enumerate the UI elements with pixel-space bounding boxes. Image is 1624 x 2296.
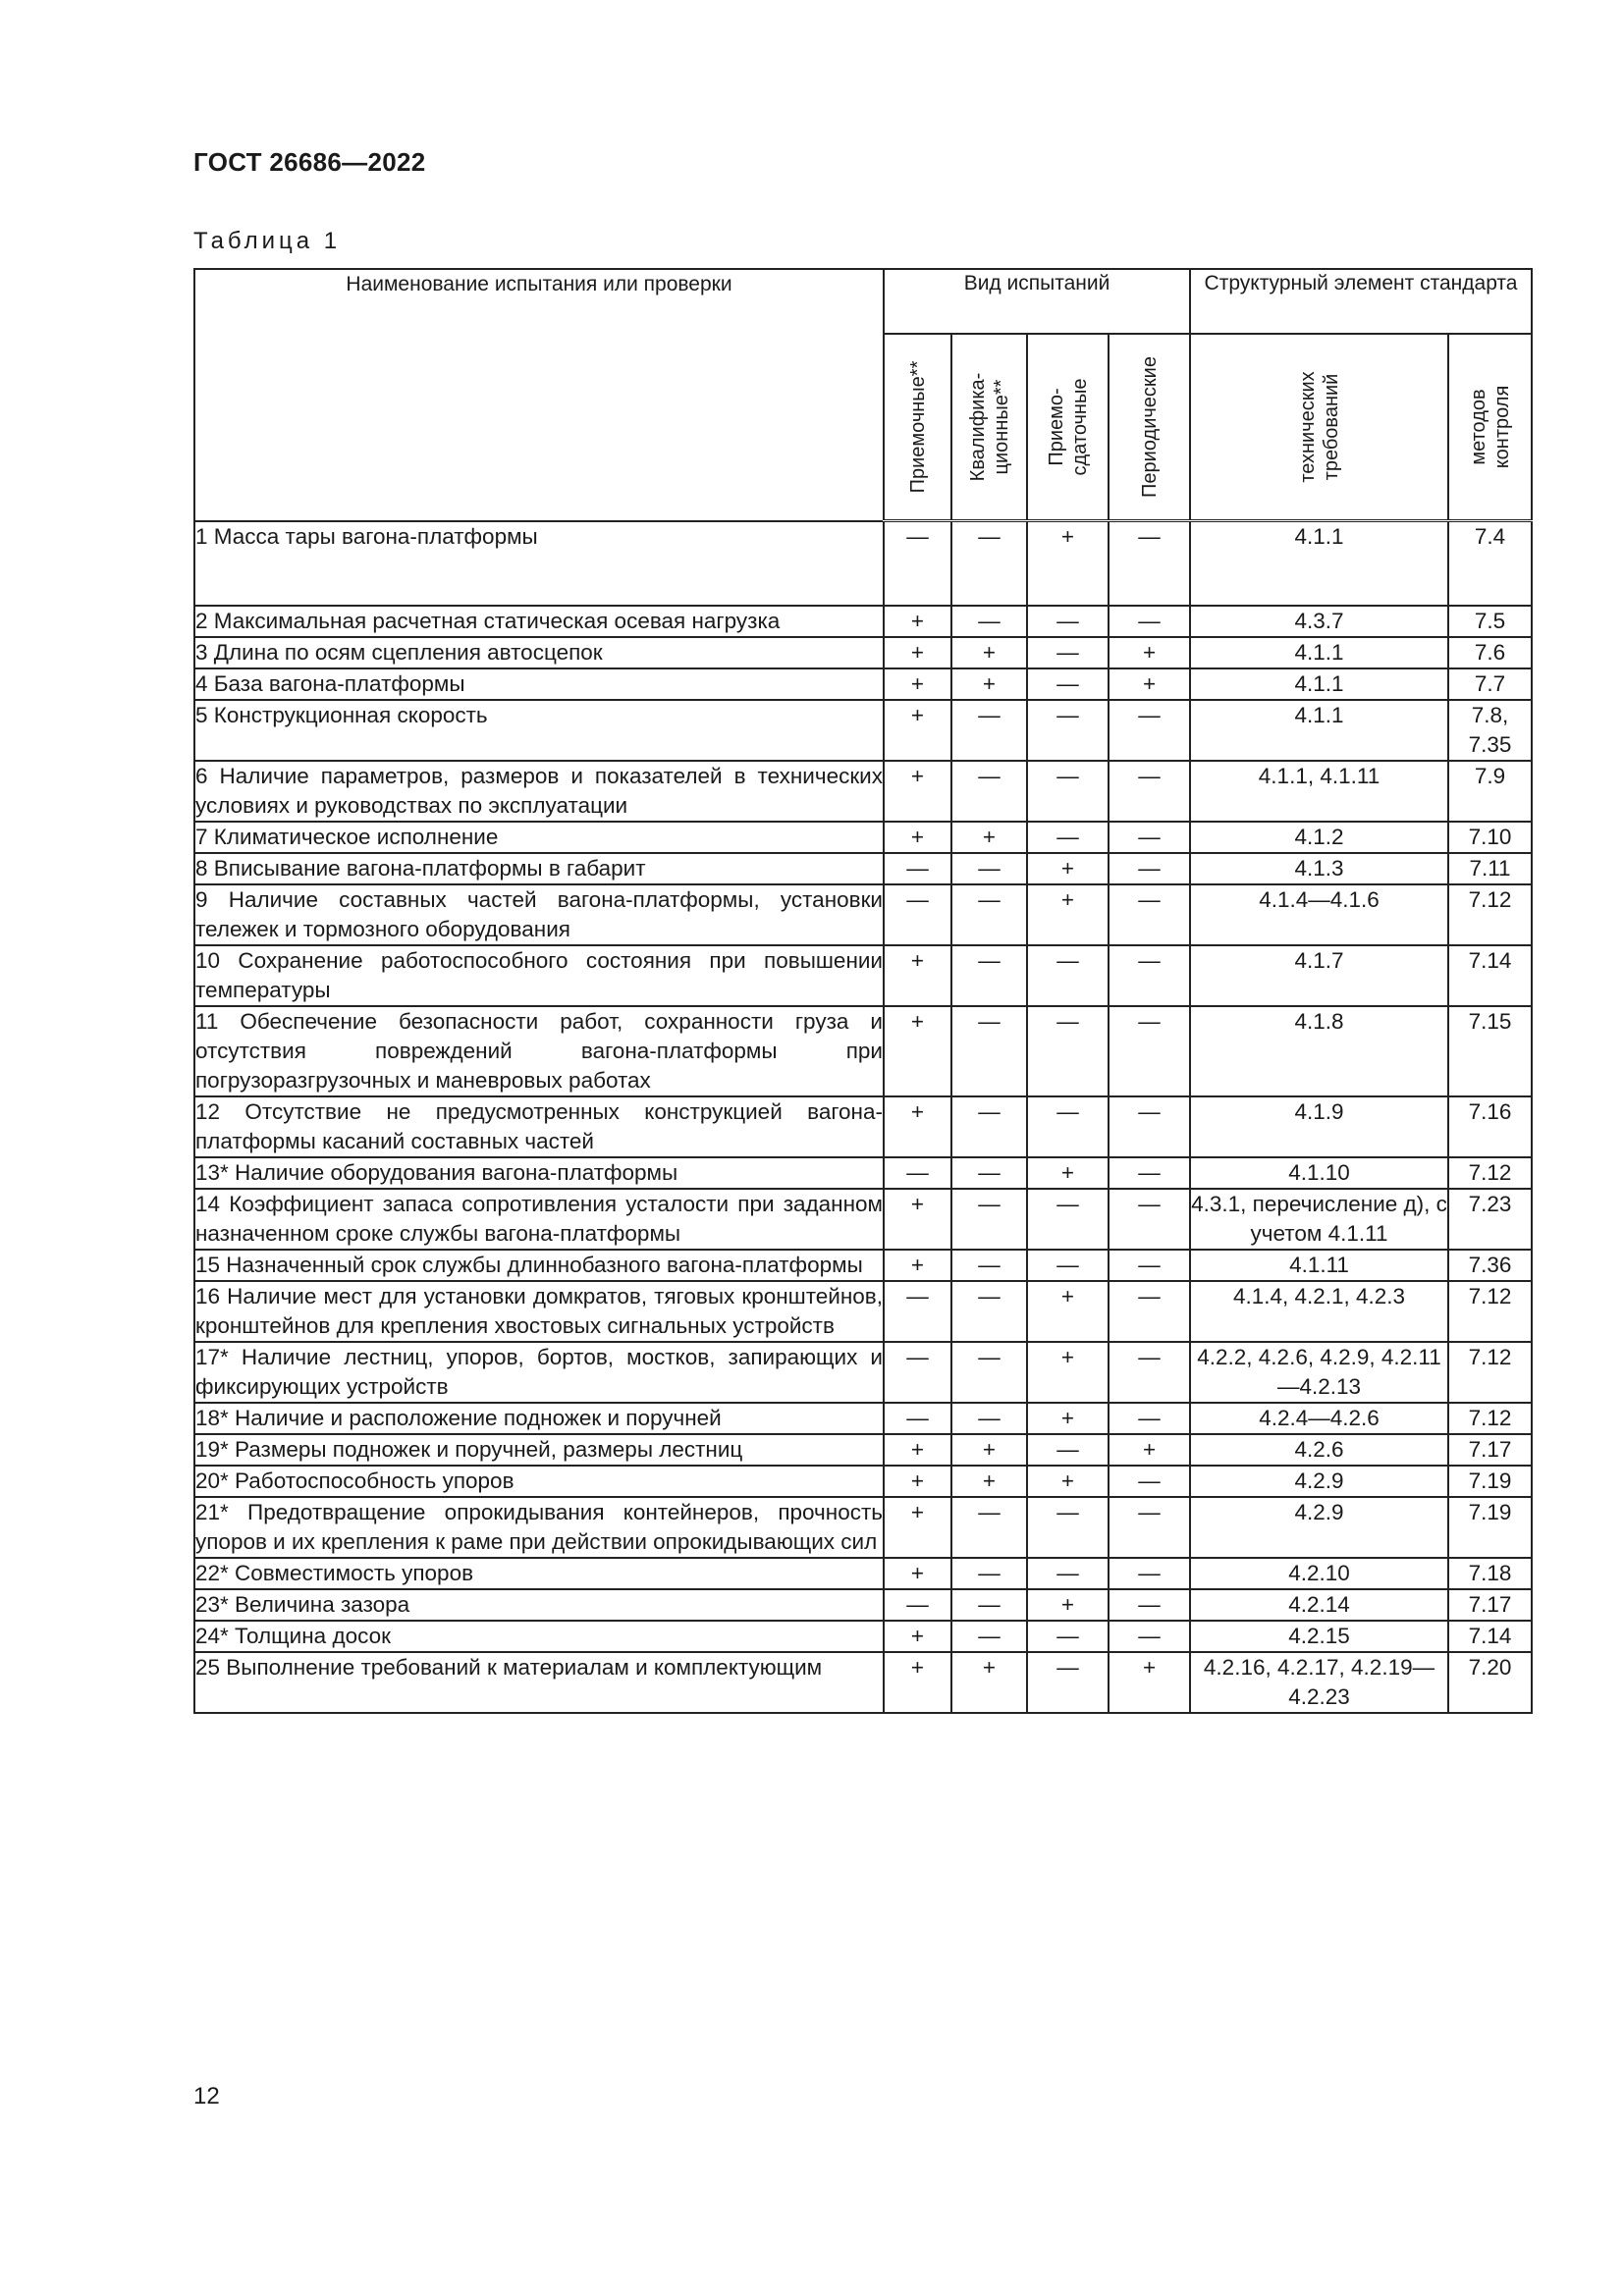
header-qualification: Квалифика- ционные** xyxy=(951,334,1027,521)
periodic-mark: — xyxy=(1109,1589,1190,1621)
table-row xyxy=(194,1096,1532,1157)
periodic-mark: — xyxy=(1109,1342,1190,1403)
requirement-ref: 4.1.4—4.1.6 xyxy=(1190,884,1448,945)
acceptance-mark: + xyxy=(884,637,951,668)
periodic-mark: — xyxy=(1109,1281,1190,1342)
qualification-mark: — xyxy=(951,1403,1027,1434)
table-row xyxy=(194,1403,1532,1434)
requirement-ref: 4.1.1 xyxy=(1190,637,1448,668)
delivery-mark: + xyxy=(1027,884,1109,945)
requirement-ref: 4.1.1, 4.1.11 xyxy=(1190,761,1448,822)
qualification-mark: + xyxy=(951,1434,1027,1466)
qualification-mark: — xyxy=(951,700,1027,761)
periodic-mark: — xyxy=(1109,853,1190,884)
qualification-mark: — xyxy=(951,853,1027,884)
requirement-ref: 4.1.4, 4.2.1, 4.2.3 xyxy=(1190,1281,1448,1342)
periodic-mark: — xyxy=(1109,822,1190,853)
qualification-mark: — xyxy=(951,1157,1027,1189)
test-name: 25 Выполнение требований к материалам и комплектующим xyxy=(194,1652,884,1713)
method-ref: 7.19 xyxy=(1448,1466,1532,1497)
method-ref: 7.4 xyxy=(1448,521,1532,607)
periodic-mark: — xyxy=(1109,1006,1190,1096)
requirement-ref: 4.2.10 xyxy=(1190,1558,1448,1589)
requirement-ref: 4.1.3 xyxy=(1190,853,1448,884)
qualification-mark: — xyxy=(951,521,1027,607)
delivery-mark: + xyxy=(1027,1403,1109,1434)
periodic-mark: — xyxy=(1109,761,1190,822)
requirement-ref: 4.2.15 xyxy=(1190,1621,1448,1652)
method-ref: 7.12 xyxy=(1448,1342,1532,1403)
qualification-mark: — xyxy=(951,884,1027,945)
periodic-mark: + xyxy=(1109,1434,1190,1466)
method-ref: 7.19 xyxy=(1448,1497,1532,1558)
delivery-mark: — xyxy=(1027,700,1109,761)
method-ref: 7.12 xyxy=(1448,1403,1532,1434)
delivery-mark: — xyxy=(1027,606,1109,637)
requirement-ref: 4.2.6 xyxy=(1190,1434,1448,1466)
test-name: 19* Размеры подножек и поручней, размеры лестниц xyxy=(194,1434,884,1466)
periodic-mark: — xyxy=(1109,1558,1190,1589)
acceptance-mark: + xyxy=(884,1096,951,1157)
test-name: 6 Наличие параметров, размеров и показателей в технических условиях и руководствах по эксплуатации xyxy=(194,761,884,822)
test-name: 2 Максимальная расчетная статическая осевая нагрузка xyxy=(194,606,884,637)
acceptance-mark: + xyxy=(884,822,951,853)
periodic-mark: — xyxy=(1109,1157,1190,1189)
qualification-mark: + xyxy=(951,1652,1027,1713)
table-row xyxy=(194,1189,1532,1250)
table-row xyxy=(194,1342,1532,1403)
test-name: 14 Коэффициент запаса сопротивления усталости при заданном назначенном сроке службы вагона-платформы xyxy=(194,1189,884,1250)
method-ref: 7.16 xyxy=(1448,1096,1532,1157)
table-row xyxy=(194,1497,1532,1558)
table-row xyxy=(194,1434,1532,1466)
requirement-ref: 4.2.9 xyxy=(1190,1466,1448,1497)
qualification-mark: — xyxy=(951,606,1027,637)
header-technical-requirements: технических требований xyxy=(1190,334,1448,521)
test-name: 20* Работоспособность упоров xyxy=(194,1466,884,1497)
header-periodic: Периодические xyxy=(1109,334,1190,521)
acceptance-mark: — xyxy=(884,1157,951,1189)
acceptance-mark: — xyxy=(884,1589,951,1621)
qualification-mark: — xyxy=(951,1342,1027,1403)
periodic-mark: — xyxy=(1109,1189,1190,1250)
requirement-ref: 4.1.1 xyxy=(1190,668,1448,700)
method-ref: 7.6 xyxy=(1448,637,1532,668)
test-name: 22* Совместимость упоров xyxy=(194,1558,884,1589)
test-name: 10 Сохранение работоспособного состояния при повышении температуры xyxy=(194,945,884,1006)
test-name: 13* Наличие оборудования вагона-платформы xyxy=(194,1157,884,1189)
acceptance-mark: — xyxy=(884,1281,951,1342)
header-control-methods: методов контроля xyxy=(1448,334,1532,521)
test-name: 3 Длина по осям сцепления автосцепок xyxy=(194,637,884,668)
table-row xyxy=(194,1621,1532,1652)
table-row xyxy=(194,700,1532,761)
table-row xyxy=(194,1250,1532,1281)
delivery-mark: — xyxy=(1027,945,1109,1006)
test-name: 21* Предотвращение опрокидывания контейнеров, прочность упоров и их крепления к раме при действии опрокидывающих сил xyxy=(194,1497,884,1558)
method-ref: 7.7 xyxy=(1448,668,1532,700)
acceptance-mark: + xyxy=(884,700,951,761)
requirement-ref: 4.1.1 xyxy=(1190,700,1448,761)
table-body xyxy=(194,521,1532,1714)
test-name: 18* Наличие и расположение подножек и поручней xyxy=(194,1403,884,1434)
acceptance-mark: + xyxy=(884,1189,951,1250)
qualification-mark: + xyxy=(951,822,1027,853)
method-ref: 7.17 xyxy=(1448,1434,1532,1466)
table-row xyxy=(194,853,1532,884)
method-ref: 7.17 xyxy=(1448,1589,1532,1621)
acceptance-mark: — xyxy=(884,1342,951,1403)
requirement-ref: 4.2.14 xyxy=(1190,1589,1448,1621)
delivery-mark: + xyxy=(1027,853,1109,884)
periodic-mark: — xyxy=(1109,884,1190,945)
table-row xyxy=(194,1281,1532,1342)
test-name: 15 Назначенный срок службы длиннобазного вагона-платформы xyxy=(194,1250,884,1281)
qualification-mark: — xyxy=(951,761,1027,822)
acceptance-mark: + xyxy=(884,606,951,637)
acceptance-mark: + xyxy=(884,1621,951,1652)
delivery-mark: — xyxy=(1027,637,1109,668)
method-ref: 7.14 xyxy=(1448,1621,1532,1652)
periodic-mark: — xyxy=(1109,1096,1190,1157)
test-name: 12 Отсутствие не предусмотренных конструкцией вагона-платформы касаний составных частей xyxy=(194,1096,884,1157)
table-row xyxy=(194,1558,1532,1589)
periodic-mark: — xyxy=(1109,1621,1190,1652)
acceptance-mark: — xyxy=(884,884,951,945)
header-test-name: Наименование испытания или проверки xyxy=(194,269,884,521)
acceptance-mark: + xyxy=(884,1006,951,1096)
test-name: 5 Конструкционная скорость xyxy=(194,700,884,761)
header-test-types: Вид испытаний xyxy=(884,269,1190,334)
qualification-mark: — xyxy=(951,1006,1027,1096)
acceptance-mark: — xyxy=(884,1403,951,1434)
method-ref: 7.20 xyxy=(1448,1652,1532,1713)
method-ref: 7.12 xyxy=(1448,1157,1532,1189)
delivery-mark: + xyxy=(1027,521,1109,607)
table-row xyxy=(194,1157,1532,1189)
periodic-mark: + xyxy=(1109,637,1190,668)
method-ref: 7.12 xyxy=(1448,884,1532,945)
document-code: ГОСТ 26686—2022 xyxy=(193,147,426,177)
delivery-mark: + xyxy=(1027,1281,1109,1342)
qualification-mark: — xyxy=(951,1189,1027,1250)
periodic-mark: — xyxy=(1109,1250,1190,1281)
qualification-mark: — xyxy=(951,1096,1027,1157)
method-ref: 7.9 xyxy=(1448,761,1532,822)
method-ref: 7.8, 7.35 xyxy=(1448,700,1532,761)
method-ref: 7.12 xyxy=(1448,1281,1532,1342)
delivery-mark: — xyxy=(1027,1096,1109,1157)
requirement-ref: 4.2.16, 4.2.17, 4.2.19—4.2.23 xyxy=(1190,1652,1448,1713)
header-delivery-acceptance: Приемо- сдаточные xyxy=(1027,334,1109,521)
periodic-mark: — xyxy=(1109,1497,1190,1558)
method-ref: 7.10 xyxy=(1448,822,1532,853)
delivery-mark: — xyxy=(1027,1497,1109,1558)
test-name: 16 Наличие мест для установки домкратов, тяговых кронштейнов, кронштейнов для крепления хвостовых сигнальных устройств xyxy=(194,1281,884,1342)
acceptance-mark: + xyxy=(884,1558,951,1589)
delivery-mark: — xyxy=(1027,1621,1109,1652)
periodic-mark: — xyxy=(1109,700,1190,761)
tests-table xyxy=(193,268,1533,1714)
periodic-mark: — xyxy=(1109,521,1190,607)
acceptance-mark: + xyxy=(884,1466,951,1497)
acceptance-mark: + xyxy=(884,945,951,1006)
qualification-mark: — xyxy=(951,1558,1027,1589)
requirement-ref: 4.1.7 xyxy=(1190,945,1448,1006)
acceptance-mark: + xyxy=(884,1652,951,1713)
table-row xyxy=(194,606,1532,637)
delivery-mark: + xyxy=(1027,1157,1109,1189)
periodic-mark: + xyxy=(1109,668,1190,700)
acceptance-mark: + xyxy=(884,1497,951,1558)
page-number: 12 xyxy=(193,2083,220,2109)
delivery-mark: + xyxy=(1027,1342,1109,1403)
delivery-mark: — xyxy=(1027,1558,1109,1589)
requirement-ref: 4.1.8 xyxy=(1190,1006,1448,1096)
requirement-ref: 4.1.9 xyxy=(1190,1096,1448,1157)
qualification-mark: — xyxy=(951,1621,1027,1652)
table-row xyxy=(194,521,1532,607)
header-acceptance: Приемочные** xyxy=(884,334,951,521)
delivery-mark: — xyxy=(1027,668,1109,700)
requirement-ref: 4.2.9 xyxy=(1190,1497,1448,1558)
delivery-mark: + xyxy=(1027,1589,1109,1621)
qualification-mark: — xyxy=(951,945,1027,1006)
periodic-mark: — xyxy=(1109,945,1190,1006)
test-name: 1 Масса тары вагона-платформы xyxy=(194,521,884,607)
method-ref: 7.14 xyxy=(1448,945,1532,1006)
table-row xyxy=(194,637,1532,668)
acceptance-mark: — xyxy=(884,853,951,884)
table-row xyxy=(194,822,1532,853)
requirement-ref: 4.1.10 xyxy=(1190,1157,1448,1189)
delivery-mark: — xyxy=(1027,761,1109,822)
qualification-mark: — xyxy=(951,1281,1027,1342)
acceptance-mark: + xyxy=(884,668,951,700)
test-name: 11 Обеспечение безопасности работ, сохранности груза и отсутствия повреждений вагона-платформы при погрузоразгрузочных и маневровых работах xyxy=(194,1006,884,1096)
acceptance-mark: + xyxy=(884,1250,951,1281)
method-ref: 7.5 xyxy=(1448,606,1532,637)
acceptance-mark: — xyxy=(884,521,951,607)
periodic-mark: — xyxy=(1109,1403,1190,1434)
test-name: 8 Вписывание вагона-платформы в габарит xyxy=(194,853,884,884)
test-name: 24* Толщина досок xyxy=(194,1621,884,1652)
delivery-mark: + xyxy=(1027,1466,1109,1497)
test-name: 23* Величина зазора xyxy=(194,1589,884,1621)
requirement-ref: 4.1.2 xyxy=(1190,822,1448,853)
qualification-mark: — xyxy=(951,1497,1027,1558)
qualification-mark: — xyxy=(951,1250,1027,1281)
table-caption: Таблица 1 xyxy=(193,228,342,254)
acceptance-mark: + xyxy=(884,1434,951,1466)
table-row xyxy=(194,945,1532,1006)
delivery-mark: — xyxy=(1027,1006,1109,1096)
requirement-ref: 4.1.11 xyxy=(1190,1250,1448,1281)
method-ref: 7.18 xyxy=(1448,1558,1532,1589)
requirement-ref: 4.2.2, 4.2.6, 4.2.9, 4.2.11—4.2.13 xyxy=(1190,1342,1448,1403)
header-structural-element: Структурный элемент стандарта xyxy=(1190,269,1532,334)
qualification-mark: — xyxy=(951,1589,1027,1621)
periodic-mark: + xyxy=(1109,1652,1190,1713)
delivery-mark: — xyxy=(1027,1250,1109,1281)
method-ref: 7.23 xyxy=(1448,1189,1532,1250)
table-row xyxy=(194,884,1532,945)
test-name: 17* Наличие лестниц, упоров, бортов, мостков, запирающих и фиксирующих устройств xyxy=(194,1342,884,1403)
qualification-mark: + xyxy=(951,668,1027,700)
qualification-mark: + xyxy=(951,1466,1027,1497)
test-name: 7 Климатическое исполнение xyxy=(194,822,884,853)
qualification-mark: + xyxy=(951,637,1027,668)
delivery-mark: — xyxy=(1027,1652,1109,1713)
requirement-ref: 4.3.1, перечисление д), с учетом 4.1.11 xyxy=(1190,1189,1448,1250)
table-row xyxy=(194,1652,1532,1713)
requirement-ref: 4.2.4—4.2.6 xyxy=(1190,1403,1448,1434)
table-row xyxy=(194,668,1532,700)
periodic-mark: — xyxy=(1109,1466,1190,1497)
method-ref: 7.15 xyxy=(1448,1006,1532,1096)
table-row xyxy=(194,1006,1532,1096)
delivery-mark: — xyxy=(1027,822,1109,853)
method-ref: 7.36 xyxy=(1448,1250,1532,1281)
test-name: 4 База вагона-платформы xyxy=(194,668,884,700)
table-row xyxy=(194,1466,1532,1497)
requirement-ref: 4.3.7 xyxy=(1190,606,1448,637)
requirement-ref: 4.1.1 xyxy=(1190,521,1448,607)
delivery-mark: — xyxy=(1027,1189,1109,1250)
test-name: 9 Наличие составных частей вагона-платформы, установки тележек и тормозного оборудования xyxy=(194,884,884,945)
delivery-mark: — xyxy=(1027,1434,1109,1466)
table-row xyxy=(194,1589,1532,1621)
periodic-mark: — xyxy=(1109,606,1190,637)
acceptance-mark: + xyxy=(884,761,951,822)
method-ref: 7.11 xyxy=(1448,853,1532,884)
table-row xyxy=(194,761,1532,822)
